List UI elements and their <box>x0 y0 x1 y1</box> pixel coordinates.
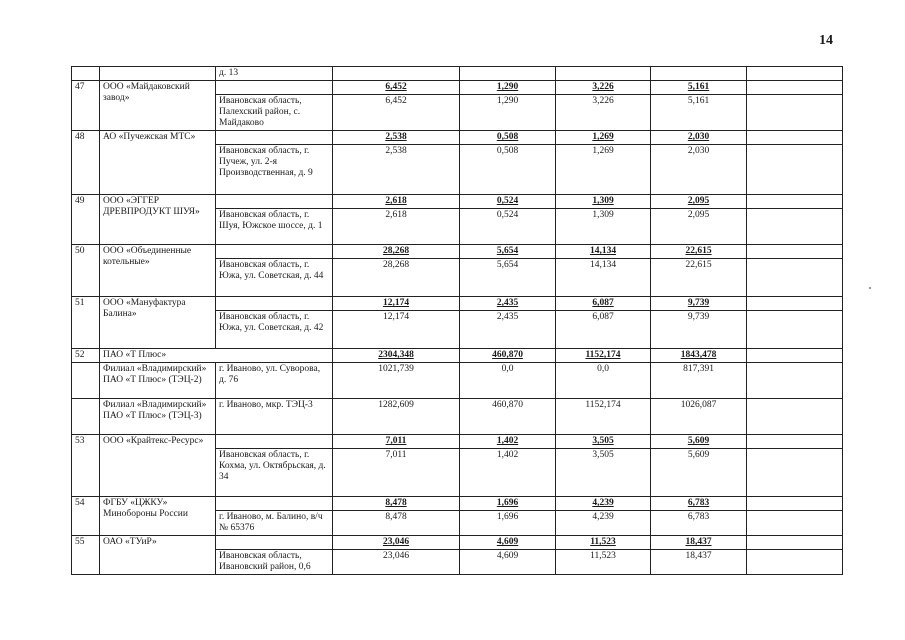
value-cell: 14,134 <box>556 245 651 259</box>
value-cell: 2,030 <box>651 131 747 145</box>
value-cell: 1,309 <box>556 195 651 209</box>
value-cell: 5,654 <box>460 245 556 259</box>
value-cell: 2,435 <box>460 311 556 349</box>
organization-name: ООО «Мануфактура Балина» <box>100 297 216 349</box>
value-cell: 1,290 <box>460 81 556 95</box>
value-cell: 2,538 <box>333 131 460 145</box>
value-cell: 3,226 <box>556 95 651 131</box>
value-cell: 0,524 <box>460 209 556 245</box>
value-cell: 1,269 <box>556 145 651 195</box>
value-cell: 8,478 <box>333 511 460 536</box>
value-cell: 28,268 <box>333 245 460 259</box>
value-cell: 6,783 <box>651 511 747 536</box>
empty-cell <box>747 297 843 311</box>
value-cell: 23,046 <box>333 550 460 575</box>
value-cell: 22,615 <box>651 245 747 259</box>
value-cell: 2,538 <box>333 145 460 195</box>
value-cell: 460,870 <box>460 399 556 435</box>
empty-cell <box>747 81 843 95</box>
value-cell: 0,508 <box>460 131 556 145</box>
empty-cell <box>72 67 100 81</box>
value-cell: 0,508 <box>460 145 556 195</box>
empty-cell <box>72 363 100 399</box>
value-cell: 6,452 <box>333 95 460 131</box>
value-cell: 0,524 <box>460 195 556 209</box>
value-cell: 6,452 <box>333 81 460 95</box>
organization-name: ООО «Объединенные котельные» <box>100 245 216 297</box>
empty-cell <box>747 145 843 195</box>
value-cell: 2,030 <box>651 145 747 195</box>
value-cell: 6,087 <box>556 311 651 349</box>
value-cell: 9,739 <box>651 311 747 349</box>
row-number: 48 <box>72 131 100 195</box>
site-address: Ивановская область, г. Южа, ул. Советская, д. 44 <box>216 259 333 297</box>
value-cell: 28,268 <box>333 259 460 297</box>
empty-cell <box>747 259 843 297</box>
value-cell: 9,739 <box>651 297 747 311</box>
value-cell: 3,505 <box>556 449 651 497</box>
row-number: 55 <box>72 536 100 575</box>
empty-cell <box>747 511 843 536</box>
empty-cell <box>747 311 843 349</box>
organization-name: АО «Пучежская МТС» <box>100 131 216 195</box>
value-cell: 4,609 <box>460 536 556 550</box>
empty-cell <box>216 131 333 145</box>
empty-cell <box>216 435 333 449</box>
branch-name: Филиал «Владимирский» ПАО «Т Плюс» (ТЭЦ-3) <box>100 399 216 435</box>
value-cell: 1152,174 <box>556 349 651 363</box>
row-number: 51 <box>72 297 100 349</box>
site-address: Ивановская область, Ивановский район, 0,6 <box>216 550 333 575</box>
empty-cell <box>747 435 843 449</box>
value-cell: 1,696 <box>460 497 556 511</box>
row-number: 54 <box>72 497 100 536</box>
value-cell: 1282,609 <box>333 399 460 435</box>
continued-address: д. 13 <box>216 67 333 81</box>
organization-name: ООО «Майдаковский завод» <box>100 81 216 131</box>
empty-cell <box>747 245 843 259</box>
empty-cell <box>72 399 100 435</box>
value-cell: 1,402 <box>460 435 556 449</box>
value-cell: 5,161 <box>651 81 747 95</box>
empty-cell <box>747 195 843 209</box>
value-cell: 1,402 <box>460 449 556 497</box>
empty-cell <box>747 131 843 145</box>
value-cell: 4,609 <box>460 550 556 575</box>
organization-name: ФГБУ «ЦЖКУ» Минобороны России <box>100 497 216 536</box>
site-address: Ивановская область, г. Шуя, Южское шоссе, д. 1 <box>216 209 333 245</box>
value-cell: 11,523 <box>556 536 651 550</box>
value-cell: 23,046 <box>333 536 460 550</box>
empty-cell <box>747 497 843 511</box>
value-cell: 5,609 <box>651 435 747 449</box>
organization-name: ООО «Крайтекс-Ресурс» <box>100 435 216 497</box>
value-cell: 2,618 <box>333 195 460 209</box>
value-cell: 2,435 <box>460 297 556 311</box>
value-cell: 5,609 <box>651 449 747 497</box>
empty-cell <box>747 536 843 550</box>
value-cell: 18,437 <box>651 550 747 575</box>
organization-name: ОАО «ТУиР» <box>100 536 216 575</box>
value-cell: 1,290 <box>460 95 556 131</box>
organization-name: ООО «ЭГГЕР ДРЕВПРОДУКТ ШУЯ» <box>100 195 216 245</box>
value-cell: 7,011 <box>333 449 460 497</box>
empty-cell <box>216 497 333 511</box>
empty-cell <box>747 449 843 497</box>
value-cell: 12,174 <box>333 297 460 311</box>
empty-cell <box>216 297 333 311</box>
value-cell: 6,087 <box>556 297 651 311</box>
value-cell: 5,161 <box>651 95 747 131</box>
empty-cell <box>216 245 333 259</box>
row-number: 53 <box>72 435 100 497</box>
branch-address: г. Иваново, ул. Суворова, д. 76 <box>216 363 333 399</box>
empty-cell <box>216 536 333 550</box>
emissions-table <box>71 66 843 575</box>
value-cell: 1,309 <box>556 209 651 245</box>
value-cell: 8,478 <box>333 497 460 511</box>
site-address: Ивановская область, г. Пучеж, ул. 2-я Производственная, д. 9 <box>216 145 333 195</box>
page-number: 14 <box>819 33 833 48</box>
scan-speck <box>869 287 871 289</box>
value-cell: 2304,348 <box>333 349 460 363</box>
value-cell: 5,654 <box>460 259 556 297</box>
value-cell: 14,134 <box>556 259 651 297</box>
value-cell: 3,505 <box>556 435 651 449</box>
value-cell: 4,239 <box>556 511 651 536</box>
site-address: Ивановская область, г. Кохма, ул. Октябрьская, д. 34 <box>216 449 333 497</box>
empty-cell <box>747 209 843 245</box>
value-cell: 2,618 <box>333 209 460 245</box>
empty-cell <box>747 363 843 399</box>
value-cell: 1843,478 <box>651 349 747 363</box>
empty-cell <box>216 81 333 95</box>
branch-name: Филиал «Владимирский» ПАО «Т Плюс» (ТЭЦ-2) <box>100 363 216 399</box>
empty-cell <box>747 399 843 435</box>
empty-cell <box>100 67 216 81</box>
site-address: Ивановская область, Палехский район, с. Майдаково <box>216 95 333 131</box>
value-cell: 4,239 <box>556 497 651 511</box>
value-cell: 817,391 <box>651 363 747 399</box>
value-cell: 1021,739 <box>333 363 460 399</box>
value-cell: 1026,087 <box>651 399 747 435</box>
empty-cell <box>747 95 843 131</box>
value-cell: 3,226 <box>556 81 651 95</box>
row-number: 49 <box>72 195 100 245</box>
empty-cell <box>747 349 843 363</box>
value-cell: 22,615 <box>651 259 747 297</box>
value-cell: 7,011 <box>333 435 460 449</box>
row-number: 47 <box>72 81 100 131</box>
site-address: Ивановская область, г. Южа, ул. Советская, д. 42 <box>216 311 333 349</box>
value-cell: 18,437 <box>651 536 747 550</box>
value-cell: 0,0 <box>460 363 556 399</box>
value-cell: 1152,174 <box>556 399 651 435</box>
empty-cell <box>747 550 843 575</box>
organization-name: ПАО «Т Плюс» <box>100 349 333 363</box>
value-cell: 0,0 <box>556 363 651 399</box>
empty-cell <box>216 195 333 209</box>
value-cell: 2,095 <box>651 195 747 209</box>
value-cell: 6,783 <box>651 497 747 511</box>
row-number: 52 <box>72 349 100 363</box>
value-cell: 11,523 <box>556 550 651 575</box>
value-cell: 1,696 <box>460 511 556 536</box>
site-address: г. Иваново, м. Балино, в/ч № 65376 <box>216 511 333 536</box>
value-cell: 1,269 <box>556 131 651 145</box>
value-cell: 12,174 <box>333 311 460 349</box>
value-cell: 460,870 <box>460 349 556 363</box>
branch-address: г. Иваново, мкр. ТЭЦ-3 <box>216 399 333 435</box>
value-cell: 2,095 <box>651 209 747 245</box>
row-number: 50 <box>72 245 100 297</box>
